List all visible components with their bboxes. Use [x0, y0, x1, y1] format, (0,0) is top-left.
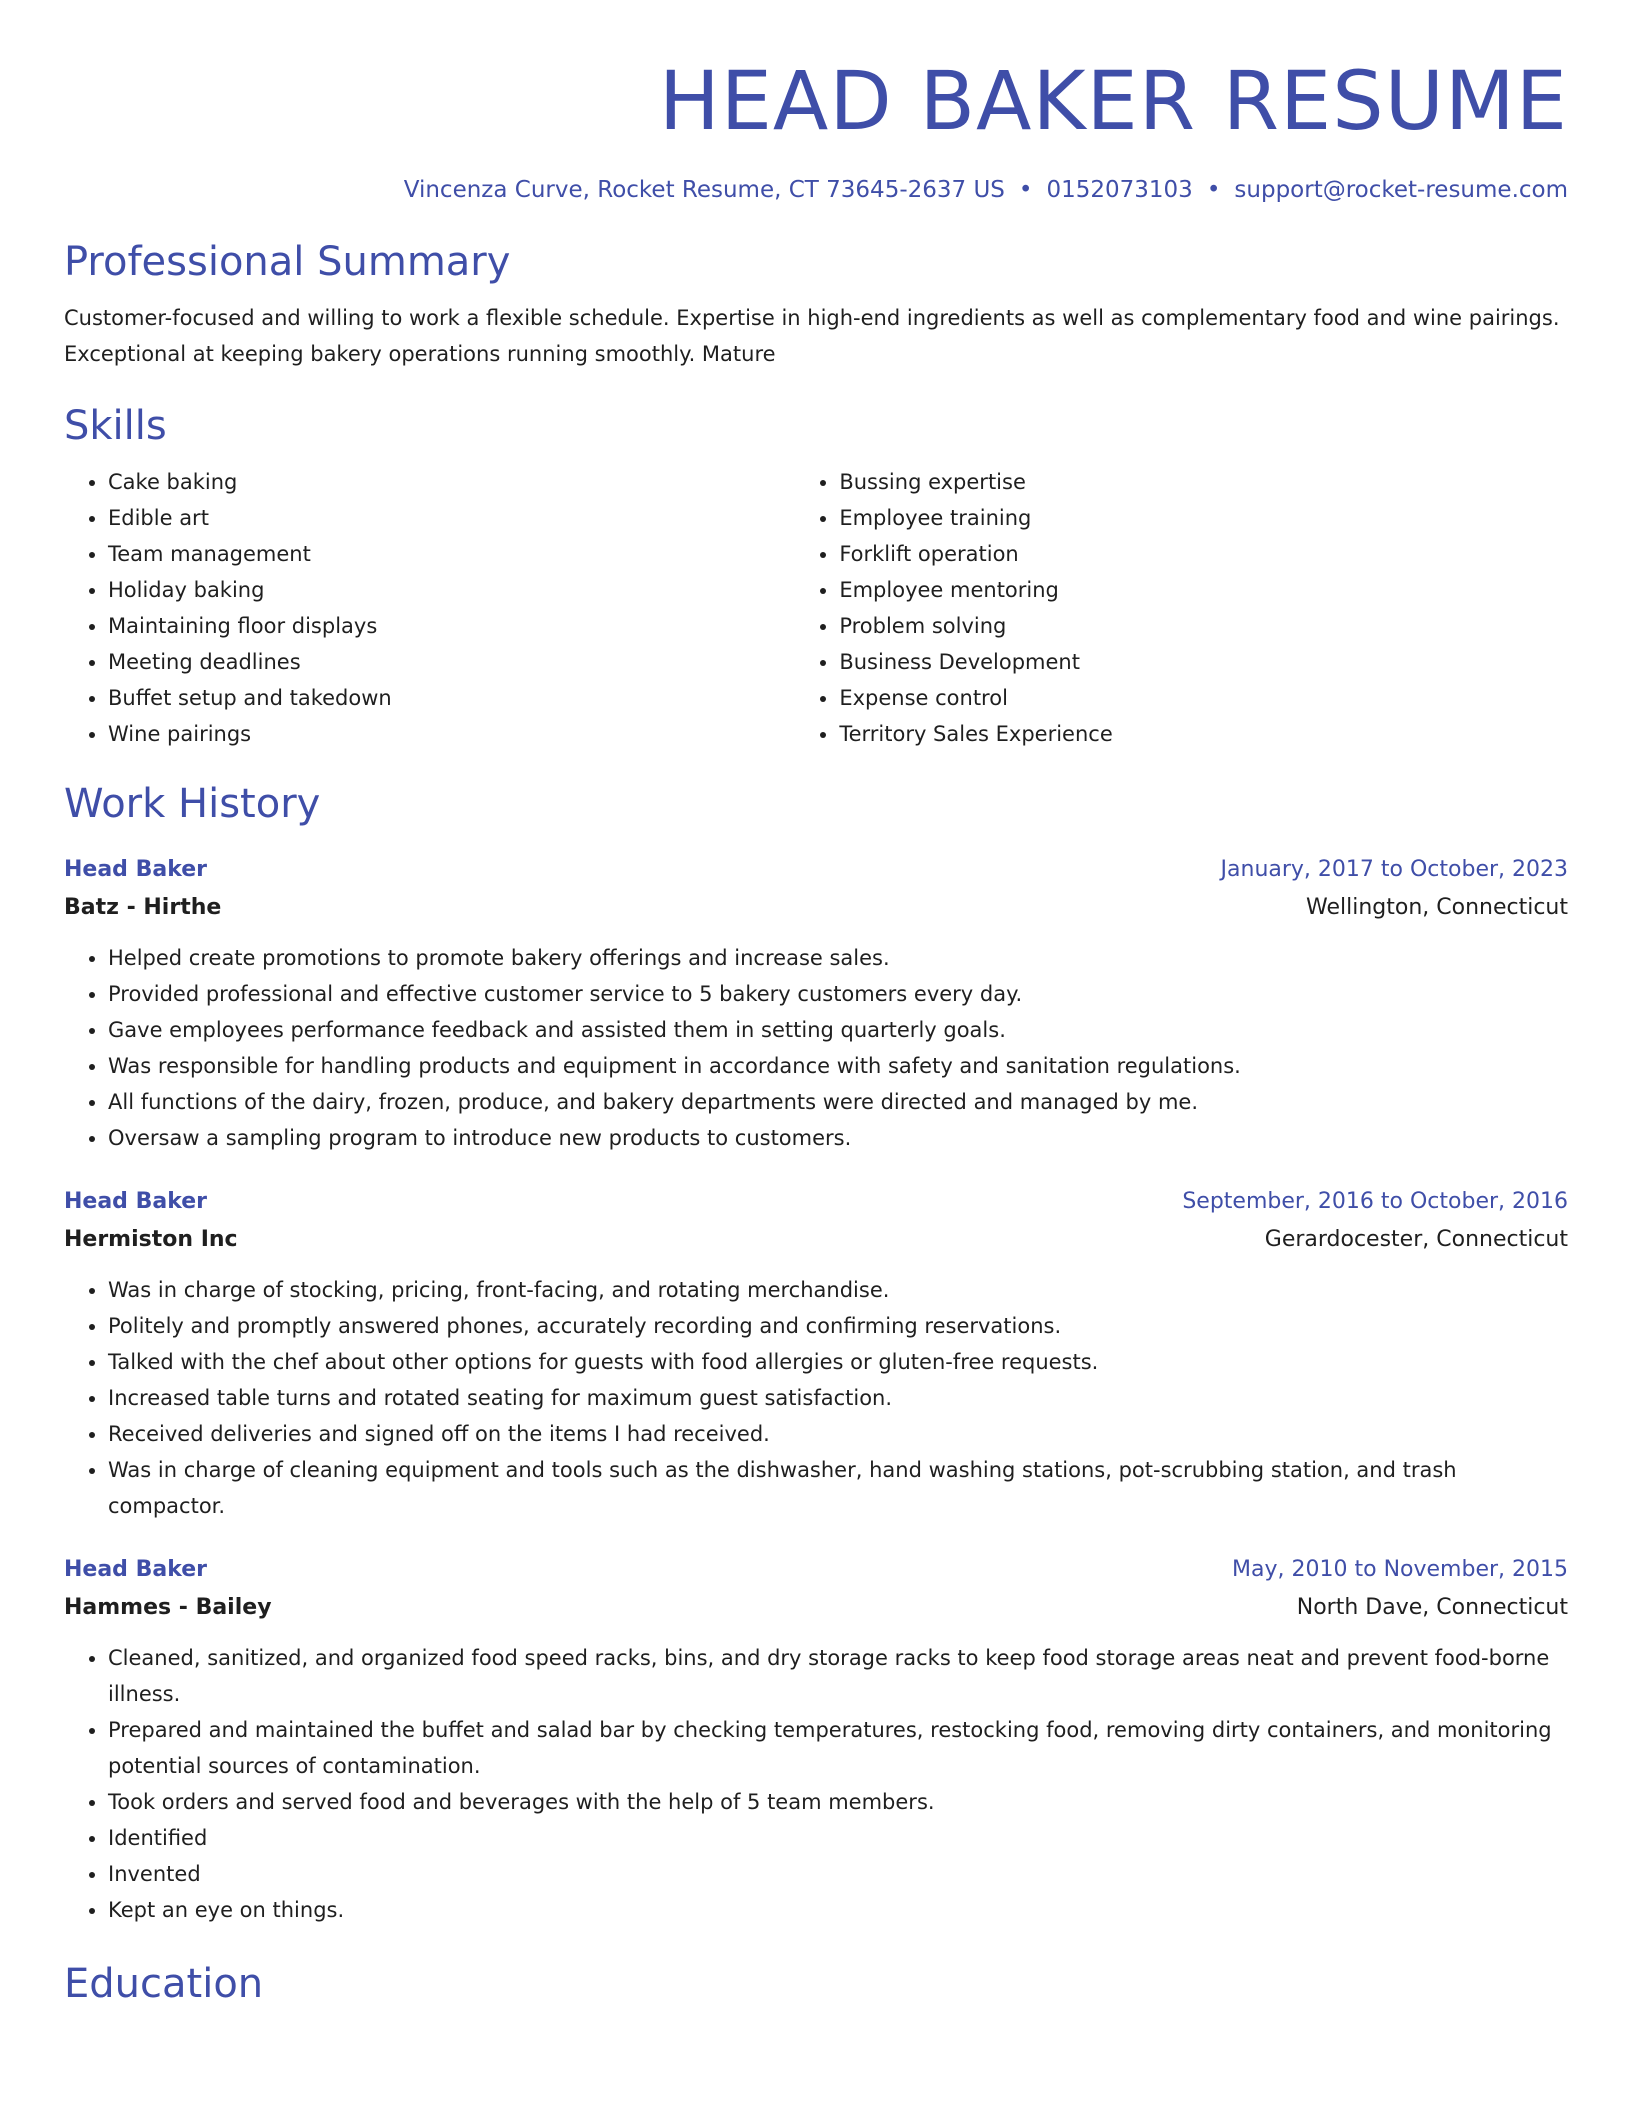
job-duty: • Received deliveries and signed off on the items I had received. [108, 1416, 1568, 1452]
job-entry [64, 1552, 1568, 1928]
job-duty: • Identified [108, 1820, 1568, 1856]
skill-item: • Problem solving [839, 608, 1568, 644]
skill-item: • Holiday baking [108, 572, 795, 608]
job-duty: • Invented [108, 1856, 1568, 1892]
job-dates: September, 2016 to October, 2016 [1182, 1189, 1568, 1214]
job-header [64, 852, 1568, 888]
job-title: Head Baker [64, 1557, 208, 1582]
job-duty: • Politely and promptly answered phones, accurately recording and confirming reservations. [108, 1308, 1568, 1344]
job-subheader [64, 1588, 1568, 1628]
job-title: Head Baker [64, 1189, 208, 1214]
skill-item: • Maintaining floor displays [108, 608, 795, 644]
skill-item: • Territory Sales Experience [839, 716, 1568, 752]
job-company: Hermiston Inc [64, 1227, 238, 1252]
skill-item: • Meeting deadlines [108, 644, 795, 680]
job-location: Wellington, Connecticut [1305, 895, 1568, 920]
job-duty: • Provided professional and effective customer service to 5 bakery customers every day. [108, 976, 1568, 1012]
job-company: Hammes - Bailey [64, 1595, 272, 1620]
job-duties [64, 940, 1568, 1156]
skill-item: • Edible art [108, 500, 795, 536]
section-heading-summary: Professional Summary [64, 239, 511, 285]
contact-phone: 0152073103 [1046, 177, 1193, 203]
skill-item: • Employee training [839, 500, 1568, 536]
contact-email[interactable]: support@rocket-resume.com [1234, 177, 1568, 203]
job-duty: • Prepared and maintained the buffet and salad bar by checking temperatures, restocking food, removing dirty containers, and monitoring potential sources of contamination. [108, 1712, 1568, 1784]
job-duties [64, 1640, 1568, 1928]
job-dates: May, 2010 to November, 2015 [1232, 1557, 1568, 1582]
summary-text: Customer-focused and willing to work a flexible schedule. Expertise in high-end ingredients as well as complementary food and wine pairings. Exceptional at keeping bakery operations running smoothly. Mature [64, 306, 1560, 366]
skill-item: • Team management [108, 536, 795, 572]
skill-item: • Business Development [839, 644, 1568, 680]
job-dates: January, 2017 to October, 2023 [1220, 857, 1568, 882]
job-entry [64, 1184, 1568, 1524]
resume-title: HEAD BAKER RESUME [658, 55, 1568, 149]
section-heading-work-history: Work History [64, 781, 321, 827]
job-duty: • All functions of the dairy, frozen, produce, and bakery departments were directed and managed by me. [108, 1084, 1568, 1120]
skills-column-left [64, 464, 795, 752]
section-heading-skills: Skills [64, 403, 167, 449]
skills-list [64, 464, 1568, 752]
job-duties [64, 1272, 1568, 1524]
skill-item: • Bussing expertise [839, 464, 1568, 500]
job-duty: • Cleaned, sanitized, and organized food speed racks, bins, and dry storage racks to keep food storage areas neat and prevent food-borne illness. [108, 1640, 1568, 1712]
skill-item: • Expense control [839, 680, 1568, 716]
job-duty: • Was responsible for handling products and equipment in accordance with safety and sanitation regulations. [108, 1048, 1568, 1084]
skill-item: • Wine pairings [108, 716, 795, 752]
job-duty: • Took orders and served food and beverages with the help of 5 team members. [108, 1784, 1568, 1820]
job-duty: • Was in charge of cleaning equipment and tools such as the dishwasher, hand washing stations, pot-scrubbing station, and trash compactor. [108, 1452, 1568, 1524]
contact-separator: • [1018, 177, 1033, 203]
contact-separator: • [1206, 177, 1221, 203]
job-company: Batz - Hirthe [64, 895, 222, 920]
contact-line [64, 174, 1568, 206]
job-duty: • Gave employees performance feedback and assisted them in setting quarterly goals. [108, 1012, 1568, 1048]
job-subheader [64, 1220, 1568, 1260]
skill-item: • Buffet setup and takedown [108, 680, 795, 716]
skills-column-right [795, 464, 1568, 752]
skill-item: • Cake baking [108, 464, 795, 500]
job-entry [64, 852, 1568, 1156]
resume-page [64, 0, 1568, 2010]
job-location: North Dave, Connecticut [1296, 1595, 1568, 1620]
job-subheader [64, 888, 1568, 928]
job-duty: • Talked with the chef about other options for guests with food allergies or gluten-free requests. [108, 1344, 1568, 1380]
job-title: Head Baker [64, 857, 208, 882]
skill-item: • Forklift operation [839, 536, 1568, 572]
job-location: Gerardocester, Connecticut [1264, 1227, 1568, 1252]
job-duty: • Kept an eye on things. [108, 1892, 1568, 1928]
section-heading-education: Education [64, 1961, 264, 2007]
contact-address: Vincenza Curve, Rocket Resume, CT 73645-2637 US [403, 177, 1005, 203]
job-header [64, 1184, 1568, 1220]
job-duty: • Increased table turns and rotated seating for maximum guest satisfaction. [108, 1380, 1568, 1416]
job-duty: • Oversaw a sampling program to introduce new products to customers. [108, 1120, 1568, 1156]
skill-item: • Employee mentoring [839, 572, 1568, 608]
job-duty: • Helped create promotions to promote bakery offerings and increase sales. [108, 940, 1568, 976]
job-header [64, 1552, 1568, 1588]
job-duty: • Was in charge of stocking, pricing, front-facing, and rotating merchandise. [108, 1272, 1568, 1308]
